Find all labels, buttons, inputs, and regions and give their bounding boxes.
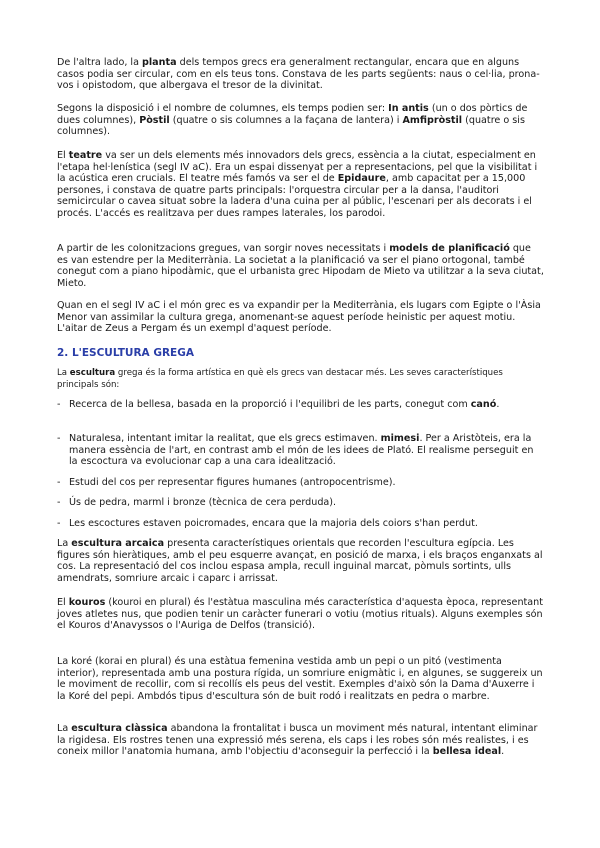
term-teatre: teatre (68, 150, 103, 161)
paragraph-arcaica (57, 538, 544, 584)
paragraph-escultura-intro (57, 368, 544, 391)
paragraph-columnes (57, 103, 544, 138)
paragraph-planificacio (57, 243, 544, 289)
term-kouros: kouros (68, 597, 106, 608)
term-escultura-classica: escultura clàssica (71, 723, 168, 734)
text: . (501, 746, 505, 758)
list-item (57, 399, 544, 411)
text: Les escoctures estaven poicromades, encara que la majoria dels coiors s'han perdut. (69, 518, 478, 529)
text: La (57, 538, 72, 549)
term-postil: Pòstil (139, 114, 170, 126)
term-bellesa-ideal: bellesa ideal (432, 746, 502, 758)
paragraph-teatre (57, 150, 544, 220)
text: (quatre o sis columnes a la façana de lantera) i (169, 114, 403, 126)
term-models: models de planificació (389, 243, 510, 254)
text: La (57, 723, 72, 734)
text: dels tempos grecs era generalment rectangular, encara que en alguns casos podia ser circular, com en els teus tons. Constava de les parts següents: naus o cel·lia, prona-vos i opistodom, que albergava el tresor de la divinitat. (57, 57, 540, 92)
text: Quan en el segl IV aC i el món grec es va expandir per la Mediterrània, els lugars com Egipte o l'Àsia Menor van assimilar la cultura grega, anomenant-se aquest període heinistic per aquest motiu. L'aitar de Zeus a Pergam és un exempl d'aquest període. (57, 300, 541, 335)
paragraph-kouros (57, 597, 544, 632)
text: A partir de les colonitzacions gregues, van sorgir noves necessitats i (57, 243, 390, 254)
term-mimesi: mimesi (380, 433, 420, 444)
text: (un o dos pòrtics de dues columnes), (57, 103, 528, 126)
list-item (57, 477, 544, 489)
paragraph-planta (57, 57, 544, 92)
text: De l'altra lado, la (57, 57, 143, 68)
paragraph-classica (57, 723, 544, 758)
list-item (57, 518, 544, 530)
bullet-dash: - (57, 497, 61, 508)
text: (quatre o sis columnes). (57, 114, 525, 138)
text: El (57, 597, 69, 608)
text: Segons la disposició i el nombre de columnes, els temps podien ser: (57, 103, 389, 114)
section-heading: 2. L'ESCULTURA GREGA (57, 347, 194, 359)
text: . Per a Aristòteis, era la manera essència de l'art, en contrast amb el món de les idees de Plató. El realisme perseguit en la escoctura va evolucionar cap a una cara idealització. (69, 433, 534, 468)
text: va ser un dels elements més innovadors dels grecs, essència a la ciutat, especialment en l'etapa hel·lenística (segl IV aC). Era un espai dissenyat per a representacions, pel que la visibilitat i la acústica eren crucials. El teatre més famós va ser el de (57, 150, 538, 185)
text: presenta característiques orientals que recorden l'escultura egípcia. Les figures són hieràtiques, amb el peu esquerre avançat, en posició de marxa, i els braços enganxats al cos. La representació del cos inclou espasa ampla, recull inguinal marcat, pòmuls sortints, ulls amendrats, somriure arcaic i caparc i arrissat. (57, 538, 543, 584)
text: El (57, 150, 69, 161)
text: grega és la forma artística en què els grecs van destacar més. Les seves característiques principals són: (57, 368, 503, 390)
term-escultura-arcaica: escultura arcaica (71, 538, 165, 549)
text: que es van estendre per la Mediterrània. La societat a la planificació va ser el piano ortogonal, també conegut com a piano hipodàmic, que el urbanista grec Hipodam de Mieto va utilitzar a la seva ciutat, Mieto. (57, 243, 544, 289)
term-amfiprostil: Amfipròstil (402, 114, 463, 126)
text: Naturalesa, intentant imitar la realitat, que els grecs estimaven. (69, 433, 381, 444)
text: . (496, 399, 500, 410)
paragraph-kore (57, 656, 544, 702)
term-in-antis: In antis (388, 103, 429, 114)
bullet-dash: - (57, 518, 61, 529)
text: , amb capacitat per a 15,000 persones, i constava de quatre parts principals: l'orquestra circular per a la dansa, l'auditori semicircular o cavea situat sobre la ladera d'una cuina per al públic, l'escenari per als decorats i el procés. L'accés es realitzava per dues rampes laterales, los parodoi. (57, 173, 532, 219)
text: La (57, 368, 70, 378)
bullet-dash: - (57, 433, 61, 444)
term-escultura: escultura (69, 368, 116, 378)
bullet-dash: - (57, 477, 61, 488)
text: abandona la frontalitat i busca un moviment més natural, intentant eliminar la rigidesa. Els rostres tenen una expressió més serena, els caps i les robes són més realistes, i es coneix millor l'anatomia humana, amb l'objectiu d'aconseguir la perfecció i la (57, 723, 538, 758)
text: (kouroi en plural) és l'estàtua masculina més característica d'aquesta època, representant joves atletes nus, que podien tenir un caràcter funerari o votiu (motius rituals). Alguns exemples són el Kouros d'Anavyssos o l'Auriga de Delfos (transició). (57, 597, 544, 632)
list-item (57, 497, 544, 509)
list-item (57, 433, 544, 468)
paragraph-hellenistic (57, 300, 544, 335)
text: La koré (korai en plural) és una estàtua femenina vestida amb un pepi o un pitó (vestimenta interior), representada amb una postura rígida, un somriure enigmàtic i, en algunes, se suggereix un le moviment de recollir, com si recollís els peus del vestit. Exemples d'això són la Dama d'Auxerre i la Koré del pepi. Ambdós tipus d'escultura són de buit rodó i realitzats en pedra o marbre. (57, 656, 543, 702)
text: Recerca de la bellesa, basada en la proporció i l'equilibri de les parts, conegut com (69, 399, 471, 410)
text: Ús de pedra, marml i bronze (tècnica de cera perduda). (69, 497, 337, 508)
text: Estudi del cos per representar figures humanes (antropocentrisme). (69, 477, 396, 488)
bullet-dash: - (57, 399, 61, 410)
term-epidaure: Epidaure (337, 173, 386, 185)
term-planta: planta (142, 57, 177, 68)
term-cano: canó (470, 399, 497, 410)
